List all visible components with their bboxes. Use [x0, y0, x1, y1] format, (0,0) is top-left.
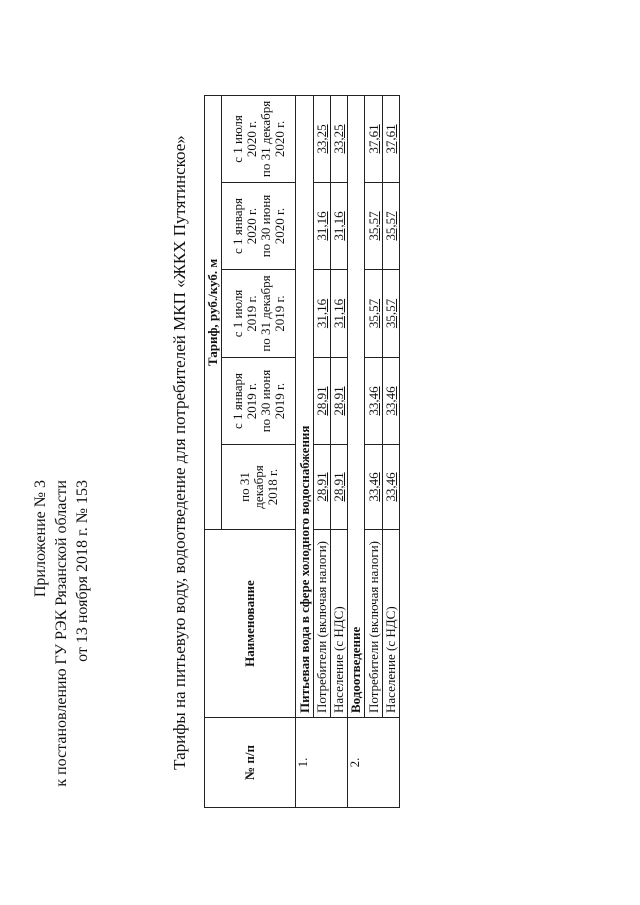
- period-line: 2019 г.: [243, 295, 259, 332]
- period-line: с 1 января: [229, 373, 245, 429]
- column-header-tariff: Тариф, руб./куб. м: [205, 95, 222, 529]
- table-row: [382, 95, 399, 807]
- appendix-number: Приложение № 3: [32, 480, 49, 598]
- column-header-name: Наименование: [205, 530, 296, 718]
- tariff-value: 31,16: [313, 270, 330, 358]
- tariff-value: 35,57: [382, 270, 399, 358]
- tariff-value: 33,25: [313, 95, 330, 182]
- period-header: [222, 445, 296, 530]
- tariff-value: 33,46: [365, 358, 382, 445]
- tariff-value: 28,91: [330, 358, 347, 445]
- tariff-value: 28,91: [313, 445, 330, 530]
- tariff-value: 35,57: [365, 270, 382, 358]
- period-line: по 30 июня: [257, 194, 273, 258]
- period-line: 2020 г.: [271, 207, 287, 245]
- appendix-reference: [30, 480, 93, 787]
- tariff-value: 35,57: [382, 183, 399, 270]
- row-name: Потребители (включая налоги): [365, 530, 382, 718]
- tariff-value: 33,46: [382, 445, 399, 530]
- period-header: [222, 270, 296, 358]
- period-line: с 1 января: [229, 198, 245, 254]
- period-line: 2019 г.: [243, 382, 259, 420]
- period-line: с 1 июля: [229, 115, 245, 163]
- period-line: 2020 г.: [243, 120, 259, 158]
- header-row-1: [205, 95, 222, 807]
- tariff-value: 37,61: [365, 95, 382, 182]
- table-row: [330, 95, 347, 807]
- appendix-date: от 13 ноября 2018 г. № 153: [74, 480, 91, 662]
- table-row: [313, 95, 330, 807]
- tariff-value: 33,46: [365, 445, 382, 530]
- period-line: по 30 июня: [257, 369, 273, 433]
- row-name: Потребители (включая налоги): [313, 530, 330, 718]
- row-name: Население (с НДС): [330, 530, 347, 718]
- period-line: по 31 декабря: [257, 100, 273, 178]
- table-row: [365, 95, 382, 807]
- tariff-value: 33,46: [382, 358, 399, 445]
- period-header: [222, 358, 296, 445]
- period-header: [222, 183, 296, 270]
- period-line: по 31 декабря: [236, 465, 266, 509]
- period-line: 2019 г.: [271, 295, 287, 332]
- section-number: 1.: [296, 718, 348, 808]
- section-row: [348, 95, 365, 807]
- period-line: 2019 г.: [271, 382, 287, 420]
- document-title: Тарифы на питьевую воду, водоотведение для потребителей МКП «ЖКХ Путятинское»: [170, 135, 189, 770]
- tariff-value: 33,25: [330, 95, 347, 182]
- section-number: 2.: [348, 718, 400, 808]
- tariff-value: 31,16: [330, 183, 347, 270]
- column-header-number: № п/п: [205, 718, 296, 808]
- tariff-value: 31,16: [330, 270, 347, 358]
- period-line: 2020 г.: [243, 207, 259, 245]
- period-line: по 31 декабря: [257, 275, 273, 352]
- period-line: 2018 г.: [264, 468, 280, 506]
- row-name: Население (с НДС): [382, 530, 399, 718]
- section-row: [296, 95, 313, 807]
- tariff-value: 28,91: [330, 445, 347, 530]
- tariff-value: 31,16: [313, 183, 330, 270]
- section-title: Водоотведение: [348, 95, 365, 717]
- appendix-resolution: к постановлению ГУ РЭК Рязанской области: [53, 480, 70, 787]
- tariff-value: 37,61: [382, 95, 399, 182]
- section-title: Питьевая вода в сфере холодного водоснабжения: [296, 95, 313, 717]
- tariff-value: 35,57: [365, 183, 382, 270]
- tariff-table: [204, 95, 400, 808]
- period-line: 2020 г.: [271, 120, 287, 158]
- period-header: [222, 95, 296, 182]
- tariff-value: 28,91: [313, 358, 330, 445]
- period-line: с 1 июля: [229, 289, 245, 338]
